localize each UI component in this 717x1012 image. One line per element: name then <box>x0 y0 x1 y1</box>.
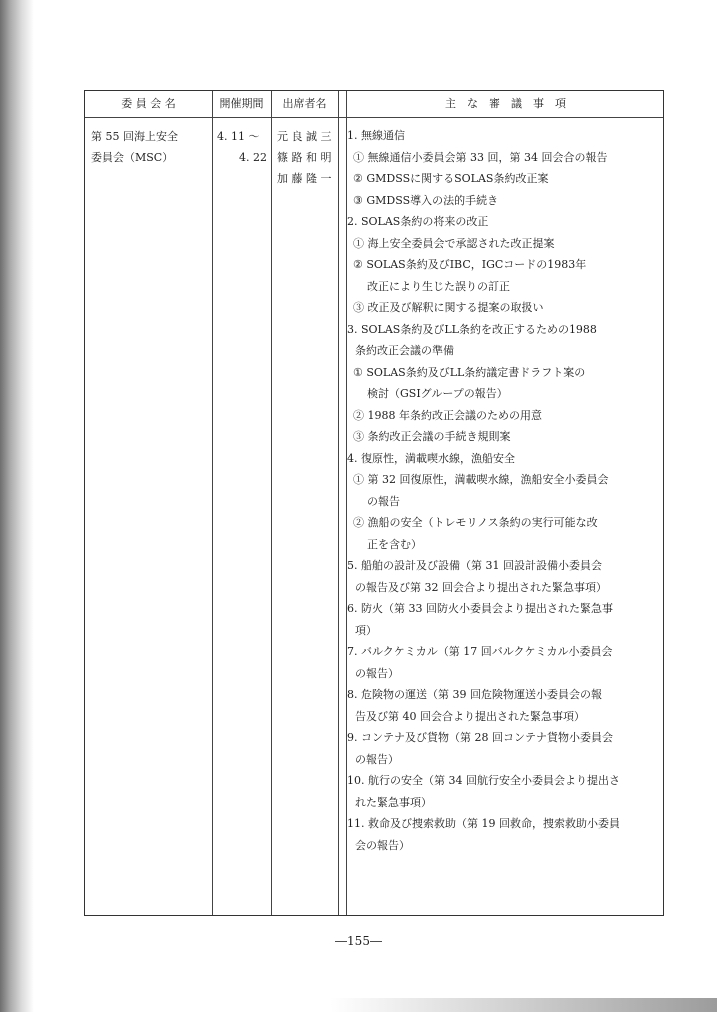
attendee-list <box>277 126 332 189</box>
attendee-name: 加 藤 隆 一 <box>277 172 332 185</box>
scan-shadow-bottom <box>330 998 717 1012</box>
period-end: 4. 22 <box>239 151 267 164</box>
committee-name-line: 委員会（MSC） <box>91 151 174 164</box>
topic-item: 8. 危険物の運送（第 39 回危険物運送小委員会の報 <box>347 688 602 701</box>
topic-subitem: ① 海上安全委員会で承認された改正提案 <box>353 236 555 250</box>
header-topics: 主 な 審 議 事 項 <box>445 97 566 110</box>
topic-item: 7. バルクケミカル（第 17 回バルクケミカル小委員会 <box>347 645 613 658</box>
column-divider <box>212 91 213 915</box>
attendee-name: 元 良 誠 三 <box>277 130 332 143</box>
topic-subitem: の報告） <box>355 752 399 766</box>
topic-item: 4. 復原性，満載喫水線，漁船安全 <box>347 451 515 465</box>
header-attendees: 出席者名 <box>282 97 327 110</box>
topic-subitem: 項） <box>355 623 377 637</box>
topic-item: 3. SOLAS条約及びLL条約を改正するための1988 <box>347 322 597 336</box>
scan-shadow-left <box>0 0 34 1012</box>
topic-item: 1. 無線通信 <box>347 129 405 142</box>
topic-subitem: ③ 条約改正会議の手続き規則案 <box>353 430 511 443</box>
topic-subitem: の報告 <box>367 494 400 508</box>
topic-item: 2. SOLAS条約の将来の改正 <box>347 215 489 228</box>
topic-subitem: 正を含む） <box>367 537 422 551</box>
topic-subitem: ① 第 32 回復原性，満載喫水線，漁船安全小委員会 <box>353 473 609 486</box>
topic-subitem: ① SOLAS条約及びLL条約議定書ドラフト案の <box>353 365 586 379</box>
attendee-name: 篠 路 和 明 <box>277 151 332 164</box>
committee-name-line: 第 55 回海上安全 <box>91 130 178 143</box>
topic-subitem: の報告及び第 32 回会合より提出された緊急事項） <box>355 580 607 594</box>
topic-subitem: ① 無線通信小委員会第 33 回，第 34 回会合の報告 <box>353 150 608 164</box>
topic-subitem: ② 1988 年条約改正会議のための用意 <box>353 408 542 422</box>
topic-subitem: ③ GMDSS導入の法的手続き <box>353 193 499 207</box>
topic-subitem: ③ 改正及び解釈に関する提案の取扱い <box>353 301 544 314</box>
meeting-table <box>84 90 664 916</box>
topic-subitem: 条約改正会議の準備 <box>355 344 454 357</box>
header-committee: 委 員 会 名 <box>121 97 176 110</box>
topic-subitem: の報告） <box>355 666 399 680</box>
meeting-period <box>217 126 267 168</box>
topic-list <box>347 125 653 856</box>
committee-name <box>91 126 178 168</box>
topic-subitem: 会の報告） <box>355 838 410 852</box>
header-period: 開催期間 <box>219 97 264 110</box>
topic-item: 6. 防火（第 33 回防火小委員会より提出された緊急事 <box>347 602 613 615</box>
column-divider <box>338 91 339 915</box>
topic-item: 10. 航行の安全（第 34 回航行安全小委員会より提出さ <box>347 774 620 787</box>
period-start: 4. 11 ～ <box>217 130 260 143</box>
topic-subitem: ② SOLAS条約及びIBC，IGCコードの1983年 <box>353 258 587 271</box>
topic-subitem: 検討（GSIグループの報告） <box>367 387 508 400</box>
topic-item: 9. コンテナ及び貨物（第 28 回コンテナ貨物小委員会 <box>347 731 613 744</box>
topic-item: 11. 救命及び捜索救助（第 19 回救命，捜索救助小委員 <box>347 817 620 830</box>
topic-item: 5. 船舶の設計及び設備（第 31 回設計設備小委員会 <box>347 559 602 572</box>
header-divider <box>85 117 663 118</box>
topic-subitem: 改正により生じた誤りの訂正 <box>367 279 510 293</box>
topic-subitem: ② GMDSSに関するSOLAS条約改正案 <box>353 172 549 185</box>
topic-subitem: 告及び第 40 回会合より提出された緊急事項） <box>355 709 585 723</box>
page-number: ―155― <box>335 934 382 948</box>
topic-subitem: ② 漁船の安全（トレモリノス条約の実行可能な改 <box>353 516 598 529</box>
topic-subitem: れた緊急事項） <box>355 795 432 809</box>
column-divider <box>271 91 272 915</box>
